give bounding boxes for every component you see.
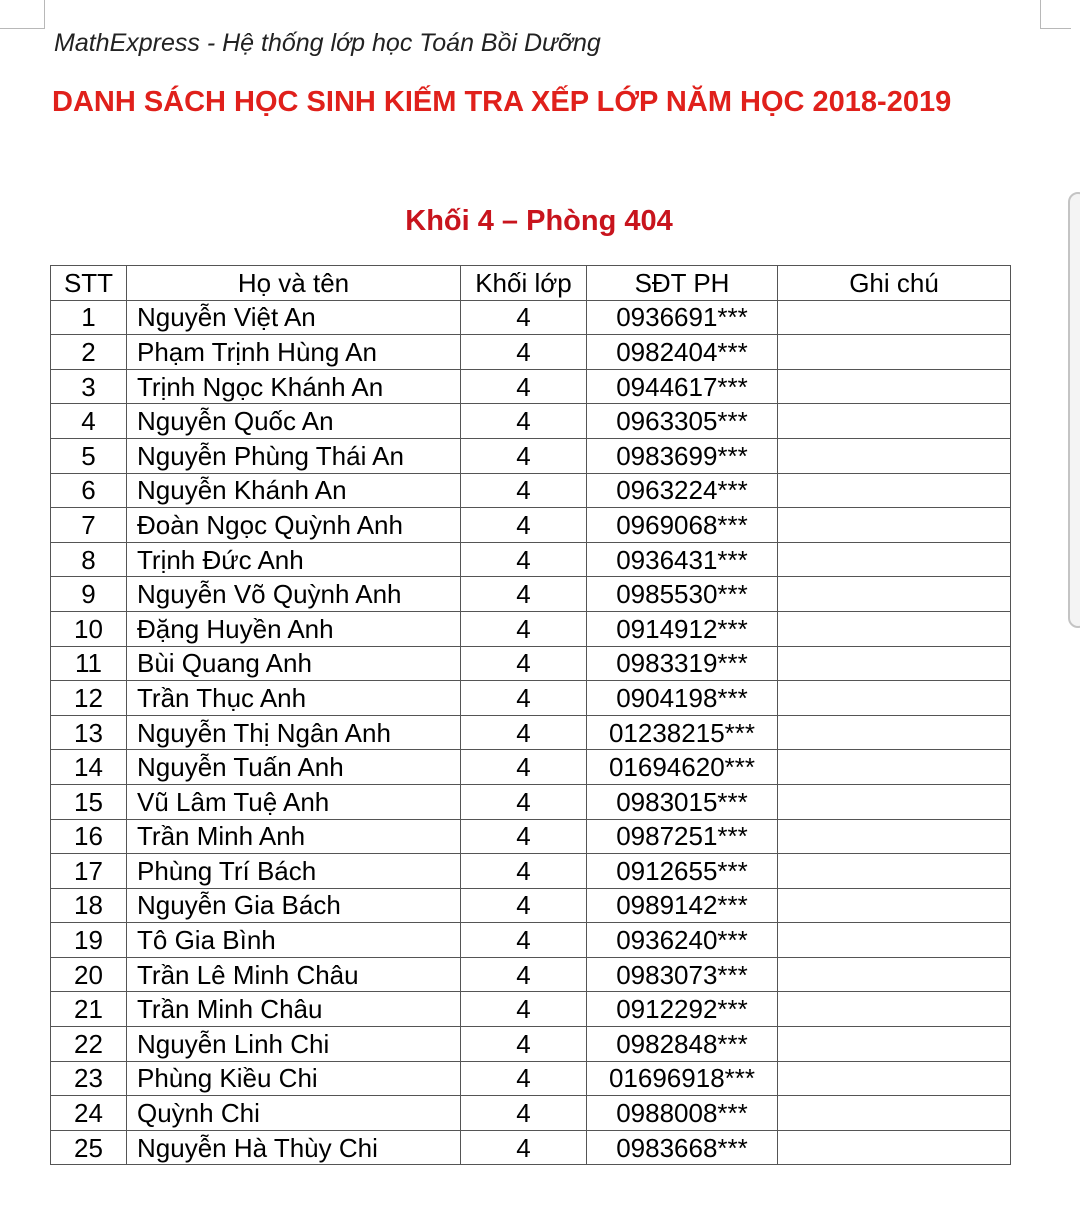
cell-grade: 4 (461, 335, 587, 370)
cell-grade: 4 (461, 1027, 587, 1062)
cell-stt: 11 (51, 646, 127, 681)
cell-grade: 4 (461, 300, 587, 335)
cell-phone: 0969068*** (587, 508, 778, 543)
student-table (50, 265, 1011, 1165)
cell-stt: 2 (51, 335, 127, 370)
cell-stt: 21 (51, 992, 127, 1027)
cell-note (778, 1096, 1011, 1131)
cell-grade: 4 (461, 577, 587, 612)
cell-stt: 12 (51, 681, 127, 716)
cell-phone: 0914912*** (587, 611, 778, 646)
cell-phone: 0988008*** (587, 1096, 778, 1131)
cell-grade: 4 (461, 508, 587, 543)
table-row (51, 888, 1011, 923)
cell-stt: 24 (51, 1096, 127, 1131)
cell-name: Trần Minh Anh (127, 819, 461, 854)
cell-name: Bùi Quang Anh (127, 646, 461, 681)
cell-name: Trịnh Đức Anh (127, 542, 461, 577)
cell-grade: 4 (461, 923, 587, 958)
document-title: DANH SÁCH HỌC SINH KIẾM TRA XẾP LỚP NĂM HỌC 2018-2019 (52, 86, 952, 118)
cell-grade: 4 (461, 681, 587, 716)
cell-stt: 15 (51, 784, 127, 819)
cell-phone: 0989142*** (587, 888, 778, 923)
cell-stt: 8 (51, 542, 127, 577)
table-row (51, 1096, 1011, 1131)
table-row (51, 508, 1011, 543)
cell-grade: 4 (461, 750, 587, 785)
cell-note (778, 854, 1011, 889)
table-row (51, 369, 1011, 404)
cell-stt: 13 (51, 715, 127, 750)
cell-stt: 3 (51, 369, 127, 404)
cell-phone: 0983015*** (587, 784, 778, 819)
cell-note (778, 681, 1011, 716)
column-header-stt: STT (51, 266, 127, 301)
cell-phone: 0983073*** (587, 957, 778, 992)
cell-phone: 0936240*** (587, 923, 778, 958)
cell-name: Nguyễn Gia Bách (127, 888, 461, 923)
cell-name: Nguyễn Linh Chi (127, 1027, 461, 1062)
cell-grade: 4 (461, 992, 587, 1027)
cell-stt: 25 (51, 1130, 127, 1165)
cell-grade: 4 (461, 1061, 587, 1096)
cell-phone: 0963305*** (587, 404, 778, 439)
cell-phone: 0987251*** (587, 819, 778, 854)
column-header-name: Họ và tên (127, 266, 461, 301)
cell-phone: 0912655*** (587, 854, 778, 889)
cell-phone: 0912292*** (587, 992, 778, 1027)
brand-line: MathExpress - Hệ thống lớp học Toán Bồi Dưỡng (54, 29, 601, 57)
cell-grade: 4 (461, 1096, 587, 1131)
cell-note (778, 335, 1011, 370)
cell-stt: 14 (51, 750, 127, 785)
cell-grade: 4 (461, 438, 587, 473)
cell-grade: 4 (461, 611, 587, 646)
cell-phone: 0963224*** (587, 473, 778, 508)
table-row (51, 300, 1011, 335)
cell-grade: 4 (461, 542, 587, 577)
cell-note (778, 1130, 1011, 1165)
cell-name: Nguyễn Hà Thùy Chi (127, 1130, 461, 1165)
cell-phone: 0985530*** (587, 577, 778, 612)
cell-stt: 20 (51, 957, 127, 992)
cell-phone: 0936431*** (587, 542, 778, 577)
cell-name: Nguyễn Tuấn Anh (127, 750, 461, 785)
cell-grade: 4 (461, 715, 587, 750)
table-header-row (51, 266, 1011, 301)
cell-name: Trịnh Ngọc Khánh An (127, 369, 461, 404)
cell-phone: 0982848*** (587, 1027, 778, 1062)
cell-grade: 4 (461, 888, 587, 923)
table-row (51, 611, 1011, 646)
scroll-handle[interactable] (1068, 192, 1080, 628)
cell-note (778, 404, 1011, 439)
cell-grade: 4 (461, 404, 587, 439)
cell-stt: 9 (51, 577, 127, 612)
cell-grade: 4 (461, 957, 587, 992)
cell-note (778, 473, 1011, 508)
cell-note (778, 715, 1011, 750)
cell-phone: 0983668*** (587, 1130, 778, 1165)
table-row (51, 957, 1011, 992)
table-row (51, 923, 1011, 958)
table-row (51, 819, 1011, 854)
cell-name: Đặng Huyền Anh (127, 611, 461, 646)
table-row (51, 1061, 1011, 1096)
table-body (51, 300, 1011, 1165)
column-header-note: Ghi chú (778, 266, 1011, 301)
cell-name: Đoàn Ngọc Quỳnh Anh (127, 508, 461, 543)
table-row (51, 750, 1011, 785)
cell-name: Phùng Trí Bách (127, 854, 461, 889)
cell-stt: 17 (51, 854, 127, 889)
cell-stt: 6 (51, 473, 127, 508)
cell-note (778, 438, 1011, 473)
table-row (51, 438, 1011, 473)
cell-stt: 23 (51, 1061, 127, 1096)
table-row (51, 1130, 1011, 1165)
cell-grade: 4 (461, 819, 587, 854)
cell-note (778, 611, 1011, 646)
cell-phone: 01694620*** (587, 750, 778, 785)
cell-grade: 4 (461, 369, 587, 404)
section-subtitle: Khối 4 – Phòng 404 (405, 205, 673, 237)
cell-note (778, 750, 1011, 785)
cell-phone: 0936691*** (587, 300, 778, 335)
cell-note (778, 1027, 1011, 1062)
cell-note (778, 1061, 1011, 1096)
cell-phone: 0944617*** (587, 369, 778, 404)
cell-name: Vũ Lâm Tuệ Anh (127, 784, 461, 819)
cell-name: Nguyễn Việt An (127, 300, 461, 335)
cell-stt: 5 (51, 438, 127, 473)
page-corner-mark-right (1040, 0, 1071, 29)
cell-note (778, 508, 1011, 543)
table-row (51, 992, 1011, 1027)
cell-phone: 01696918*** (587, 1061, 778, 1096)
cell-stt: 4 (51, 404, 127, 439)
cell-stt: 22 (51, 1027, 127, 1062)
cell-name: Quỳnh Chi (127, 1096, 461, 1131)
cell-stt: 10 (51, 611, 127, 646)
cell-name: Phạm Trịnh Hùng An (127, 335, 461, 370)
cell-stt: 7 (51, 508, 127, 543)
cell-name: Nguyễn Thị Ngân Anh (127, 715, 461, 750)
cell-note (778, 923, 1011, 958)
column-header-grade: Khối lớp (461, 266, 587, 301)
cell-note (778, 992, 1011, 1027)
cell-name: Nguyễn Khánh An (127, 473, 461, 508)
cell-name: Phùng Kiều Chi (127, 1061, 461, 1096)
table-row (51, 473, 1011, 508)
cell-note (778, 819, 1011, 854)
cell-note (778, 300, 1011, 335)
cell-stt: 18 (51, 888, 127, 923)
cell-note (778, 369, 1011, 404)
table-row (51, 681, 1011, 716)
cell-phone: 0982404*** (587, 335, 778, 370)
cell-phone: 0904198*** (587, 681, 778, 716)
cell-name: Trần Lê Minh Châu (127, 957, 461, 992)
cell-name: Trần Minh Châu (127, 992, 461, 1027)
cell-grade: 4 (461, 1130, 587, 1165)
cell-note (778, 957, 1011, 992)
cell-phone: 0983699*** (587, 438, 778, 473)
cell-phone: 0983319*** (587, 646, 778, 681)
cell-name: Nguyễn Phùng Thái An (127, 438, 461, 473)
table-row (51, 335, 1011, 370)
table-row (51, 577, 1011, 612)
cell-name: Nguyễn Võ Quỳnh Anh (127, 577, 461, 612)
table-row (51, 404, 1011, 439)
cell-note (778, 577, 1011, 612)
table-row (51, 854, 1011, 889)
cell-grade: 4 (461, 473, 587, 508)
cell-note (778, 646, 1011, 681)
cell-name: Nguyễn Quốc An (127, 404, 461, 439)
cell-stt: 16 (51, 819, 127, 854)
cell-phone: 01238215*** (587, 715, 778, 750)
cell-name: Trần Thục Anh (127, 681, 461, 716)
cell-grade: 4 (461, 784, 587, 819)
cell-grade: 4 (461, 854, 587, 889)
page-corner-mark-left (0, 0, 45, 29)
table-row (51, 715, 1011, 750)
cell-note (778, 888, 1011, 923)
column-header-phone: SĐT PH (587, 266, 778, 301)
cell-name: Tô Gia Bình (127, 923, 461, 958)
table-row (51, 784, 1011, 819)
cell-note (778, 784, 1011, 819)
cell-note (778, 542, 1011, 577)
table-row (51, 542, 1011, 577)
cell-stt: 19 (51, 923, 127, 958)
cell-grade: 4 (461, 646, 587, 681)
table-row (51, 1027, 1011, 1062)
cell-stt: 1 (51, 300, 127, 335)
table-row (51, 646, 1011, 681)
